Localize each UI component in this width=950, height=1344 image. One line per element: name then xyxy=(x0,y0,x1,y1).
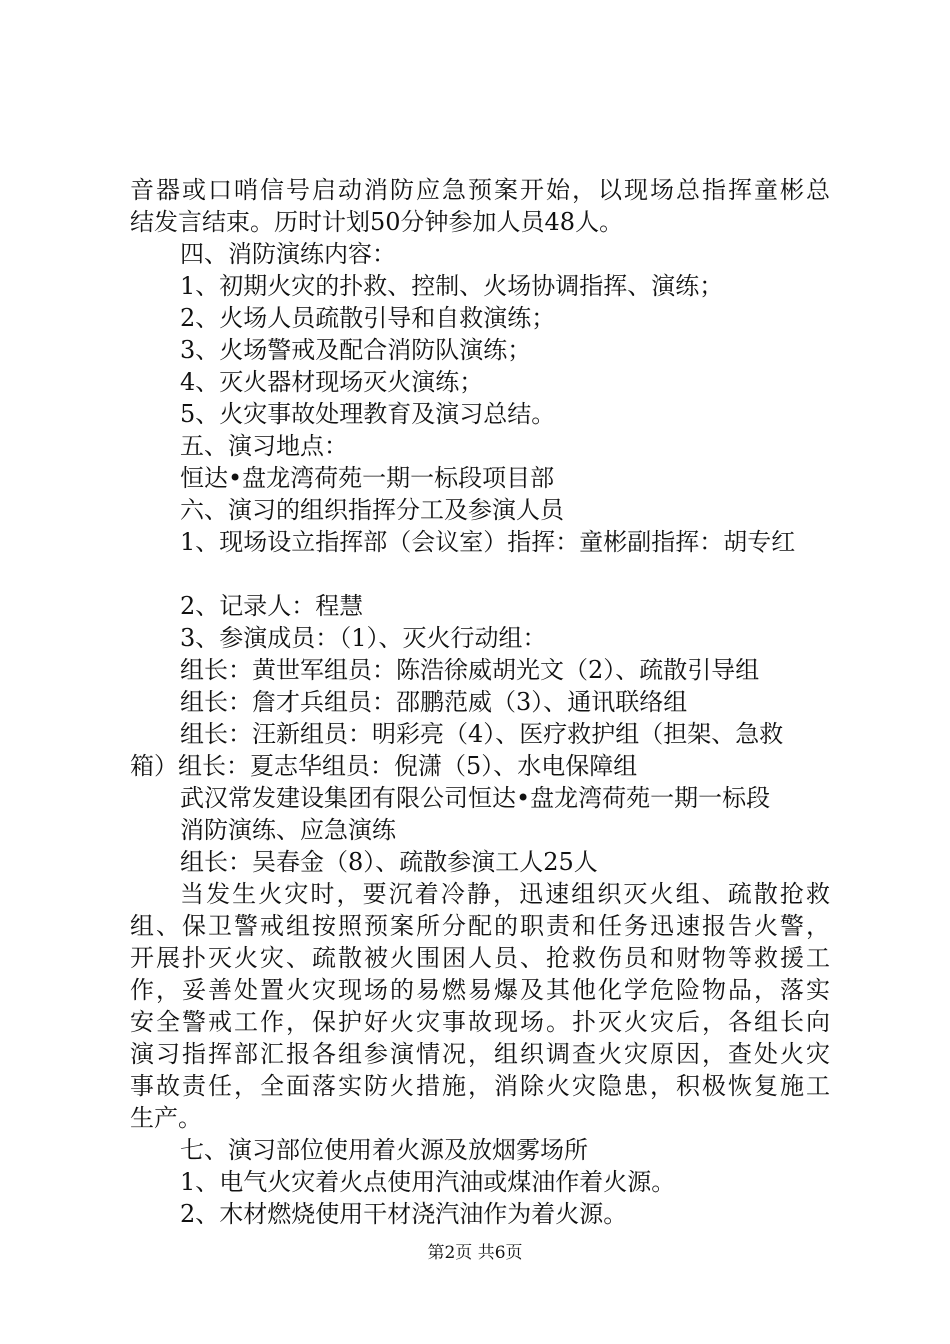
text-line: 消防演练、应急演练 xyxy=(180,816,396,844)
text-line: 组长：吴春金（8）、疏散参演工人25人 xyxy=(180,848,598,876)
text-line: 5、火灾事故处理教育及演习总结。 xyxy=(180,400,556,428)
document-body xyxy=(130,174,830,1230)
text-line: 箱）组长：夏志华组员：倪潇（5）、水电保障组 xyxy=(130,752,638,780)
text-line: 当发生火灾时，要沉着冷静，迅速组织灭火组、疏散抢救 xyxy=(180,880,830,908)
text-line: 开展扑灭火灾、疏散被火围困人员、抢救伤员和财物等救援工 xyxy=(130,944,830,972)
text-line: 1、现场设立指挥部（会议室）指挥：童彬副指挥：胡专红 xyxy=(180,528,796,556)
text-line: 七、演习部位使用着火源及放烟雾场所 xyxy=(180,1136,588,1164)
text-line: 组长：詹才兵组员：邵鹏范威（3）、通讯联络组 xyxy=(180,688,688,716)
text-line: 四、消防演练内容： xyxy=(180,240,396,268)
text-line: 安全警戒工作，保护好火灾事故现场。扑灭火灾后，各组长向 xyxy=(130,1008,830,1036)
text-line: 3、参演成员：（1）、灭火行动组： xyxy=(180,624,547,652)
text-line: 恒达•盘龙湾荷苑一期一标段项目部 xyxy=(180,464,555,492)
text-line: 事故责任，全面落实防火措施，消除火灾隐患，积极恢复施工 xyxy=(130,1072,830,1100)
text-line: 4、灭火器材现场灭火演练； xyxy=(180,368,484,396)
text-line: 生产。 xyxy=(130,1104,202,1132)
text-line: 组、保卫警戒组按照预案所分配的职责和任务迅速报告火警， xyxy=(130,912,830,940)
text-line: 演习指挥部汇报各组参演情况，组织调查火灾原因，查处火灾 xyxy=(130,1040,830,1068)
text-line: 3、火场警戒及配合消防队演练； xyxy=(180,336,532,364)
text-line: 1、初期火灾的扑救、控制、火场协调指挥、演练； xyxy=(180,272,724,300)
text-line: 2、木材燃烧使用干材浇汽油作为着火源。 xyxy=(180,1200,628,1228)
text-line: 作，妥善处置火灾现场的易燃易爆及其他化学危险物品，落实 xyxy=(130,976,830,1004)
text-line: 组长：黄世军组员：陈浩徐威胡光文（2）、疏散引导组 xyxy=(180,656,760,684)
page-footer: 第2页 共6页 xyxy=(427,1243,523,1263)
text-line: 音器或口哨信号启动消防应急预案开始，以现场总指挥童彬总 xyxy=(130,176,830,204)
text-line: 结发言结束。历时计划50分钟参加人员48人。 xyxy=(130,208,624,236)
text-line: 2、火场人员疏散引导和自救演练； xyxy=(180,304,556,332)
text-line: 1、电气火灾着火点使用汽油或煤油作着火源。 xyxy=(180,1168,676,1196)
blank-line xyxy=(130,558,830,590)
text-line: 武汉常发建设集团有限公司恒达•盘龙湾荷苑一期一标段 xyxy=(180,784,771,812)
text-line: 2、记录人：程慧 xyxy=(180,592,364,620)
text-line: 组长：汪新组员：明彩亮（4）、医疗救护组（担架、急救 xyxy=(180,720,784,748)
text-line: 五、演习地点： xyxy=(180,432,348,460)
text-line: 六、演习的组织指挥分工及参演人员 xyxy=(180,496,564,524)
